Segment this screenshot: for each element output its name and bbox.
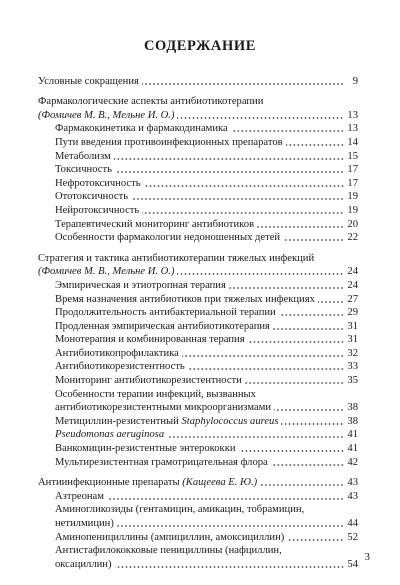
- toc-entry: [38, 265, 358, 279]
- toc-entry-label: [55, 531, 284, 544]
- toc-entry: [38, 333, 358, 347]
- toc-entry-text: Ототоксичность: [55, 191, 129, 203]
- dot-leader: [177, 117, 344, 119]
- toc-entry: [38, 489, 358, 503]
- dot-leader: [287, 539, 344, 541]
- toc-entry: [38, 135, 358, 149]
- toc-entry-label: [55, 544, 282, 557]
- toc-entry-text: Аминогликозиды (гентамицин, амикацин, тобрамицин,: [55, 504, 305, 516]
- toc-entry-label: [55, 320, 270, 333]
- toc-entry-text: Эмпирическая и этиотропная терапия: [55, 279, 226, 291]
- toc-entry: [38, 428, 358, 442]
- toc-entry-italic-text: (Фомичев М. В., Мельне И. О.): [38, 266, 175, 278]
- dot-leader: [245, 382, 344, 384]
- toc-entry-label: [55, 456, 268, 469]
- toc-entry: [38, 516, 358, 530]
- dot-leader: [257, 226, 344, 228]
- dot-leader: [142, 212, 344, 214]
- dot-leader: [239, 450, 344, 452]
- toc-entry-label: [55, 374, 242, 387]
- toc-entry-page: 14: [347, 136, 358, 148]
- toc-entry: [38, 163, 358, 177]
- toc-entry-label: [55, 231, 280, 244]
- toc-entry-label: [38, 95, 263, 108]
- toc-entry-text: Особенности фармакологии недоношенных детей: [55, 232, 281, 244]
- dot-leader: [283, 239, 344, 241]
- toc-entry-page: 24: [347, 279, 358, 291]
- toc-entry-label: [55, 490, 104, 503]
- toc-entry: [38, 476, 358, 490]
- toc-entry-page: 19: [347, 204, 358, 216]
- dot-leader: [144, 185, 344, 187]
- toc-entry-page: 17: [347, 164, 358, 176]
- toc-entry-page: 35: [347, 375, 358, 387]
- toc-entry-page: 19: [347, 191, 358, 203]
- toc-entry-page: 43: [347, 477, 358, 489]
- toc-entry-page: 13: [347, 123, 358, 135]
- toc-entry-label: [55, 442, 236, 455]
- toc-entry-text: Условные сокращения: [38, 75, 139, 87]
- toc-entry-page: 9: [352, 75, 358, 87]
- toc-entry-label: [38, 109, 174, 122]
- dot-leader: [142, 83, 344, 85]
- toc-entry-page: 31: [347, 320, 358, 332]
- toc-entry: [38, 231, 358, 245]
- toc-entry-label: [55, 122, 228, 135]
- toc-entry-label: [55, 503, 304, 516]
- toc-entry-text: Фармакокинетика и фармакодинамика: [55, 123, 228, 135]
- toc-entry: [38, 74, 358, 88]
- toc-entry: [38, 176, 358, 190]
- toc-entry-page: 38: [347, 402, 358, 414]
- toc-entry-label: [55, 177, 141, 190]
- toc-entry: [38, 346, 358, 360]
- toc-entry-text: Азтреонам: [55, 490, 104, 502]
- toc-entry-text: Мультирезистентная грамотрицательная флора: [55, 456, 268, 468]
- toc-entry-page: 32: [347, 347, 358, 359]
- dot-leader: [281, 423, 344, 425]
- toc-entry-text: Антиинфекционные препараты: [38, 477, 183, 489]
- toc-entry: [38, 319, 358, 333]
- toc-entry-label: [55, 150, 111, 163]
- toc-entry: [38, 441, 358, 455]
- toc-entry-page: 29: [347, 307, 358, 319]
- toc-entry-label: [38, 265, 174, 278]
- toc-entry: [38, 387, 358, 401]
- toc-entry-page: 33: [347, 361, 358, 373]
- toc-entry-italic-text: (Кащеева Е. Ю.): [182, 477, 258, 489]
- toc-entry-label: [55, 218, 254, 231]
- toc-entry-page: 38: [347, 415, 358, 427]
- toc-entry-text: Особенности терапии инфекций, вызванных: [55, 388, 256, 400]
- toc-entry-page: 17: [347, 177, 358, 189]
- toc-entry-text: антибиотикорезистентными микроорганизмами: [55, 402, 272, 414]
- dot-leader: [273, 328, 344, 330]
- toc-entry: [38, 401, 358, 415]
- toc-entry: [38, 503, 358, 517]
- dot-leader: [117, 525, 344, 527]
- toc-entry: [38, 455, 358, 469]
- toc-entry-label: [38, 75, 139, 88]
- toc-entry-label: [55, 347, 179, 360]
- toc-entry-label: [55, 279, 226, 292]
- toc-entry-text: Антибиотикорезистентность: [55, 361, 185, 373]
- toc-entry-text: Монотерапия и комбинированная терапия: [55, 334, 245, 346]
- toc-entry-page: 20: [347, 218, 358, 230]
- toc-entry-page: 27: [347, 293, 358, 305]
- dot-leader: [318, 301, 344, 303]
- dot-leader: [177, 273, 344, 275]
- toc-entry-text: Токсичность: [55, 164, 112, 176]
- toc-entry: [38, 414, 358, 428]
- toc-entry: [38, 278, 358, 292]
- toc-entry: [38, 530, 358, 544]
- toc-entry-text: оксациллин): [55, 558, 112, 570]
- toc-entry-label: [55, 293, 315, 306]
- toc-entry: [38, 149, 358, 163]
- dot-leader: [167, 436, 344, 438]
- toc-entry-text: Антибиотикопрофилактика: [55, 347, 179, 359]
- toc-entry: [38, 292, 358, 306]
- toc-entry: [38, 108, 358, 122]
- toc-entry-text: Стратегия и тактика антибиотикотерапии тяжелых инфекций: [38, 252, 315, 264]
- toc-entry-text: Аминопенициллины (ампициллин, амоксициллин): [55, 531, 285, 543]
- toc-entry-text: Терапевтический мониторинг антибиотиков: [55, 218, 255, 230]
- dot-leader: [188, 368, 344, 370]
- toc-entry-label: [55, 190, 128, 203]
- toc-entry-label: [55, 388, 256, 401]
- toc-entry-text: Мониторинг антибиотикорезистентности: [55, 375, 242, 387]
- dot-leader: [131, 198, 344, 200]
- page-title: СОДЕРЖАНИЕ: [143, 38, 257, 54]
- toc-entry-italic-text: Pseudomonas aeruginosa: [55, 429, 165, 441]
- toc-entry-italic-text: (Фомичев М. В., Мельне И. О.): [38, 109, 175, 121]
- toc-entry-label: [55, 306, 276, 319]
- toc-entry-label: [55, 163, 112, 176]
- toc-entry-label: [55, 428, 164, 441]
- toc-entry-text: Антистафилококковые пенициллины (нафциллин,: [55, 545, 282, 557]
- toc-entry-label: [55, 415, 278, 428]
- table-of-contents: [38, 74, 358, 571]
- toc-entry-page: 42: [347, 456, 358, 468]
- dot-leader: [229, 287, 344, 289]
- toc-entry-label: [55, 136, 283, 149]
- toc-entry: [38, 544, 358, 558]
- toc-entry-page: 13: [347, 109, 358, 121]
- toc-entry: [38, 203, 358, 217]
- toc-entry-label: [55, 517, 114, 530]
- dot-leader: [114, 158, 344, 160]
- toc-entry-label: [55, 360, 185, 373]
- toc-entry: [38, 190, 358, 204]
- dot-leader: [115, 566, 345, 568]
- toc-entry-italic-text: Staphylococcus aureus: [181, 415, 279, 427]
- dot-leader: [115, 171, 344, 173]
- toc-entry: [38, 95, 358, 109]
- toc-entry-page: 54: [347, 558, 358, 570]
- toc-entry-page: 31: [347, 334, 358, 346]
- toc-entry: [38, 557, 358, 571]
- toc-entry-page: 24: [347, 266, 358, 278]
- toc-entry-text: Метаболизм: [55, 150, 111, 162]
- toc-entry: [38, 373, 358, 387]
- dot-leader: [260, 484, 344, 486]
- toc-entry: [38, 360, 358, 374]
- toc-entry-text: нетилмицин): [55, 518, 114, 529]
- toc-entry-page: 52: [347, 531, 358, 543]
- toc-entry: [38, 251, 358, 265]
- toc-entry-text: Продленная эмпирическая антибиотикотерапия: [55, 320, 270, 332]
- page-number: 3: [364, 551, 370, 563]
- toc-entry-text: Продолжительность антибактериальной терапии: [55, 307, 276, 319]
- toc-entry-text: Метициллин-резистентный: [55, 415, 182, 427]
- toc-entry-label: [38, 476, 257, 489]
- toc-entry-text: Ванкомицин-резистентные энтерококки: [55, 443, 236, 455]
- dot-leader: [271, 464, 344, 466]
- dot-leader: [274, 409, 344, 411]
- toc-entry-page: 44: [347, 518, 358, 529]
- toc-entry: [38, 306, 358, 320]
- toc-entry-page: 41: [347, 443, 358, 455]
- toc-entry-label: [38, 252, 314, 265]
- toc-entry-page: 43: [347, 490, 358, 502]
- dot-leader: [286, 144, 344, 146]
- toc-entry-text: Фармакологические аспекты антибиотикотерапии: [38, 96, 264, 108]
- toc-entry-label: [55, 558, 112, 571]
- toc-entry-page: 22: [347, 232, 358, 244]
- toc-entry-text: Нейротоксичность: [55, 204, 140, 216]
- dot-leader: [231, 130, 344, 132]
- toc-entry-page: 41: [347, 429, 358, 441]
- toc-entry-text: Пути введения противоинфекционных препаратов: [55, 136, 283, 148]
- toc-entry-label: [55, 333, 245, 346]
- toc-entry-text: Время назначения антибиотиков при тяжелых инфекциях: [55, 293, 315, 305]
- dot-leader: [107, 498, 344, 500]
- dot-leader: [279, 314, 344, 316]
- dot-leader: [248, 341, 344, 343]
- toc-entry: [38, 122, 358, 136]
- toc-entry: [38, 217, 358, 231]
- toc-entry-page: 15: [347, 150, 358, 162]
- toc-entry-label: [55, 204, 139, 217]
- dot-leader: [182, 355, 344, 357]
- toc-entry-text: Нефротоксичность: [55, 177, 141, 189]
- toc-entry-label: [55, 401, 271, 414]
